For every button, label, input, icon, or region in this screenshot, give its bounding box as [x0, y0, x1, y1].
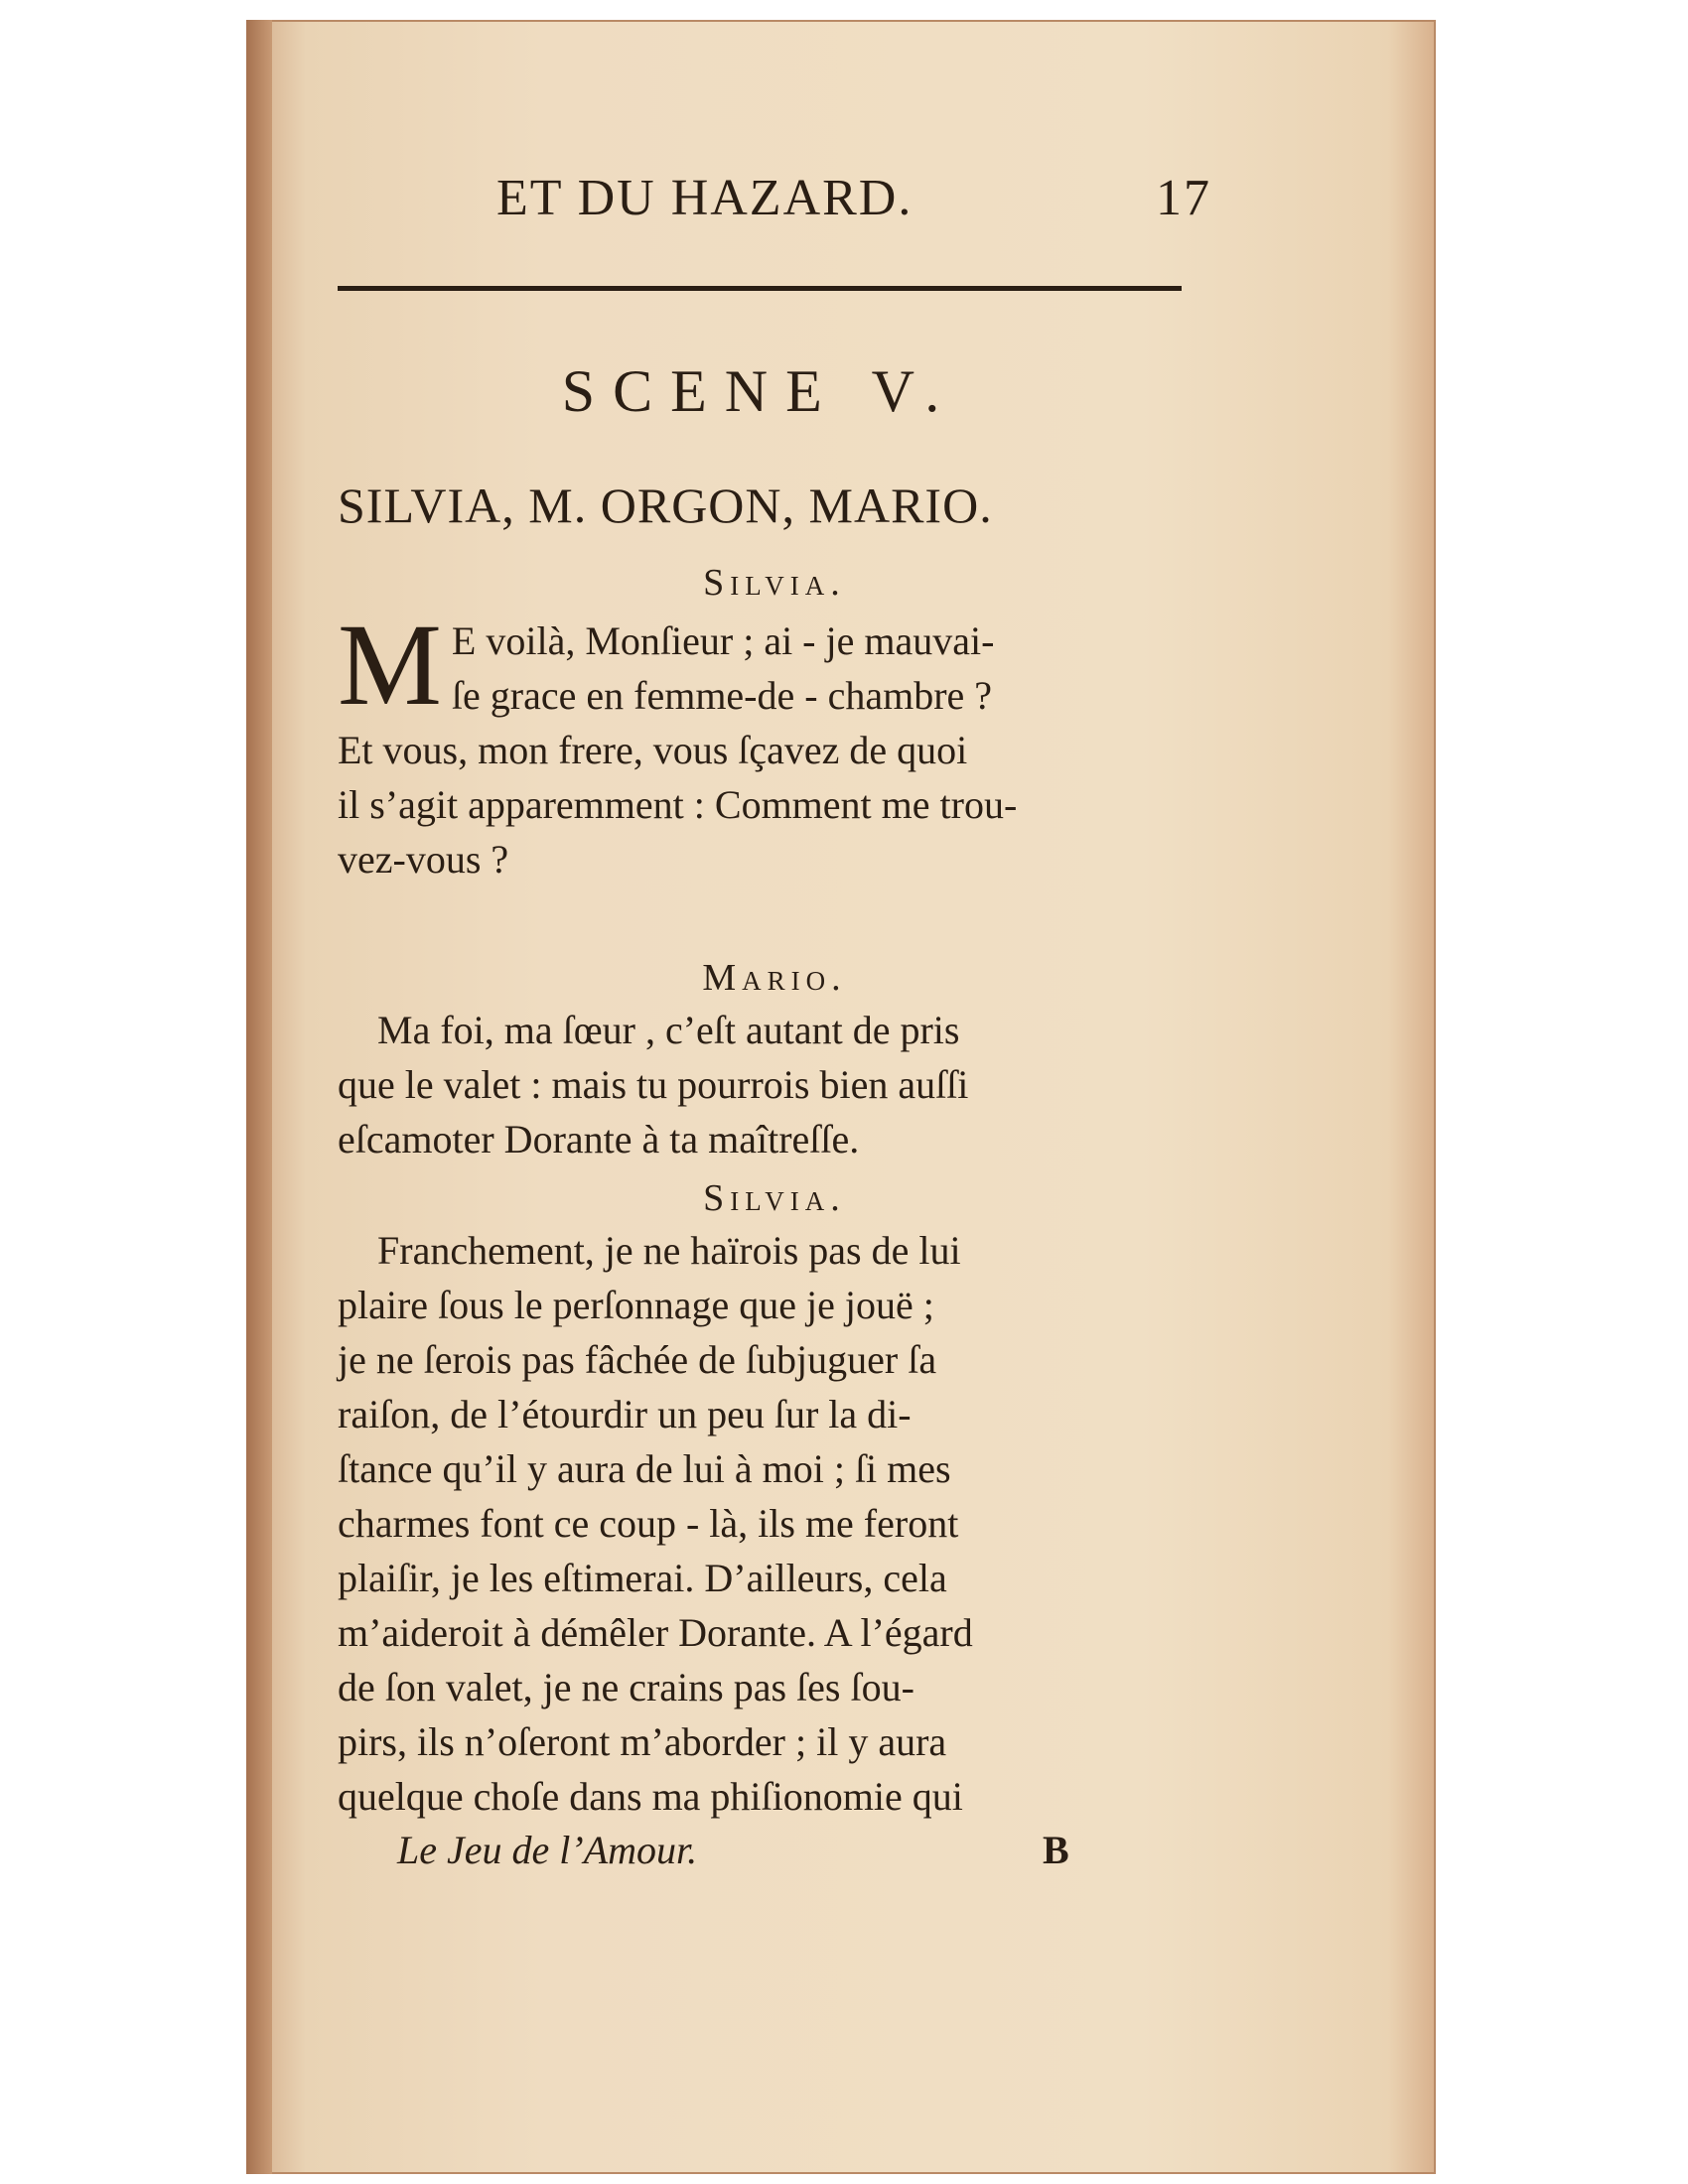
text-line: ſtance qu’il y aura de lui à moi ; ſi mes [338, 1446, 951, 1491]
speaker-label: Silvia. [703, 562, 846, 604]
text-line: il s’agit apparemment : Comment me trou- [338, 782, 1018, 827]
text-line: plaiſir, je les eſtimerai. D’ailleurs, cela [338, 1556, 947, 1600]
text-line: Ma foi, ma ſœur , c’eſt autant de pris [377, 1008, 960, 1052]
text-line: je ne ſerois pas fâchée de ſubjuguer ſa [338, 1337, 937, 1382]
signature-mark: B [1043, 1828, 1069, 1872]
text-line: de ſon valet, je ne crains pas ſes ſou- [338, 1665, 914, 1709]
book-page [338, 169, 1211, 1872]
text-line: vez-vous ? [338, 837, 509, 882]
text-line: E voilà, Monſieur ; ai - je mauvai- [451, 618, 995, 663]
text-line: ſe grace en femme-de - chambre ? [451, 673, 993, 718]
text-line: m’aideroit à démêler Dorante. A l’égard [338, 1610, 973, 1655]
text-line: pirs, ils n’oſeront m’aborder ; il y aura [338, 1719, 947, 1764]
signature-title: Le Jeu de l’Amour. [397, 1828, 698, 1872]
text-line: quelque choſe dans ma phiſionomie qui [338, 1774, 963, 1819]
running-title: ET DU HAZARD. [496, 170, 914, 226]
speaker-label: Silvia. [703, 1177, 846, 1219]
text-line: raiſon, de l’étourdir un peu ſur la di- [338, 1392, 912, 1436]
speech-mario [338, 953, 1211, 1166]
book-spine [246, 20, 272, 2174]
speaker-label: Mario. [702, 957, 847, 999]
text-line: plaire ſous le perſonnage que je jouë ; [338, 1283, 934, 1327]
drop-cap: M [338, 600, 442, 730]
page-number: 17 [1156, 170, 1211, 226]
scene-title: SCENE V. [561, 358, 958, 424]
running-head [338, 169, 1211, 228]
text-line: que le valet : mais tu pourrois bien auſſi [338, 1062, 969, 1107]
text-line: eſcamoter Dorante à ta maîtreſſe. [338, 1117, 860, 1161]
page-footer [397, 1827, 1152, 1873]
cast-list: SILVIA, M. ORGON, MARIO. [338, 478, 993, 533]
speech-silvia-1 [338, 558, 1211, 887]
text-line: Et vous, mon frere, vous ſçavez de quoi [338, 728, 968, 772]
text-line: charmes font ce coup - là, ils me feront [338, 1501, 959, 1546]
header-rule [338, 286, 1182, 291]
text-line: Franchement, je ne haïrois pas de lui [377, 1228, 961, 1273]
speech-silvia-2 [338, 1173, 1211, 1824]
